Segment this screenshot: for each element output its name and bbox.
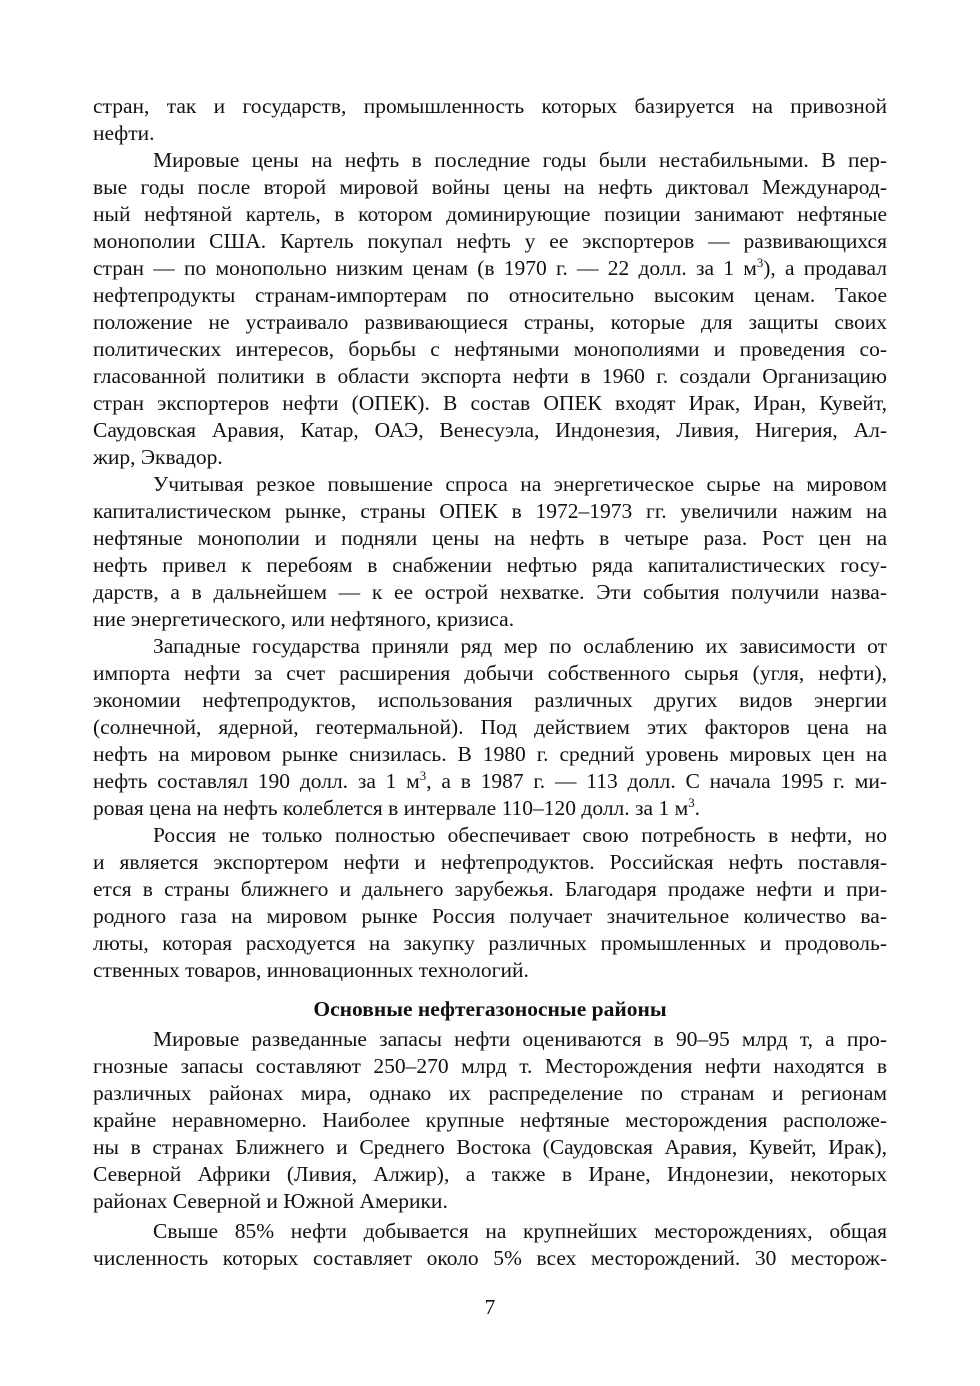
superscript: 3: [756, 255, 764, 270]
paragraph-line: ны в странах Ближнего и Среднего Востока (Саудовская Аравия, Кувейт, Ирак),: [93, 1135, 887, 1159]
paragraph-line: нефть на мировом рынке снизилась. В 1980 г. средний уровень мировых цен на: [93, 742, 887, 766]
paragraph-line: родного газа на мировом рынке Россия получает значительное количество ва-: [93, 904, 887, 928]
text-run: нефть составлял 190 долл. за 1 м: [93, 769, 420, 793]
paragraph-line: нефтяные монополии и подняли цены на нефть в четыре раза. Рост цен на: [93, 526, 887, 550]
paragraph-line: Учитывая резкое повышение спроса на энергетическое сырье на мировом: [153, 472, 887, 496]
paragraph-line: экономии нефтепродуктов, использования различных других видов энергии: [93, 688, 887, 712]
paragraph-line: районах Северной и Южной Америки.: [93, 1189, 448, 1213]
text-column: [93, 93, 887, 1272]
paragraph-line: Свыше 85% нефти добывается на крупнейших месторождениях, общая: [153, 1219, 887, 1243]
text-run: , а в 1987 г. — 113 долл. С начала 1995 г. ми-: [426, 769, 887, 793]
paragraph-line: Мировые цены на нефть в последние годы были нестабильными. В пер-: [153, 148, 887, 172]
superscript: 3: [688, 795, 695, 810]
paragraph-line: [93, 255, 887, 282]
paragraph-line: Саудовская Аравия, Катар, ОАЭ, Венесуэла, Индонезия, Ливия, Нигерия, Ал-: [93, 418, 887, 442]
paragraph-line: монополии США. Картель покупал нефть у ее экспортеров — развивающихся: [93, 229, 887, 253]
paragraph-line: (солнечной, ядерной, геотермальной). Под действием этих факторов цена на: [93, 715, 887, 739]
paragraph-line: ный нефтяной картель, в котором доминирующие позиции занимают нефтяные: [93, 202, 887, 226]
text-run: .: [694, 796, 701, 820]
paragraph-line: стран экспортеров нефти (ОПЕК). В состав ОПЕК входят Ирак, Иран, Кувейт,: [93, 391, 887, 415]
paragraph-line: ется в страны ближнего и дальнего зарубежья. Благодаря продаже нефти и при-: [93, 877, 887, 901]
paragraph-line: политических интересов, борьбы с нефтяными монополиями и проведения со-: [93, 337, 887, 361]
superscript: 3: [419, 768, 427, 783]
paragraph-line: Северной Африки (Ливия, Алжир), а также в Иране, Индонезии, некоторых: [93, 1162, 887, 1186]
paragraph-line: жир, Эквадор.: [93, 445, 223, 469]
section-heading: Основные нефтегазоносные районы: [313, 997, 667, 1021]
paragraph-line: гнозные запасы составляют 250–270 млрд т. Месторождения нефти находятся в: [93, 1054, 887, 1078]
paragraph-line: нефти.: [93, 121, 155, 145]
paragraph-line: численность которых составляет около 5% всех месторождений. 30 месторож-: [93, 1246, 887, 1270]
paragraph-line: люты, которая расходуется на закупку различных промышленных и продоволь-: [93, 931, 887, 955]
paragraph-line: ственных товаров, инновационных технологий.: [93, 958, 529, 982]
text-run: ровая цена на нефть колеблется в интервале 110–120 долл. за 1 м: [93, 796, 689, 820]
paragraph-line: гласованной политики в области экспорта нефти в 1960 г. создали Организацию: [93, 364, 887, 388]
paragraph-line: нефть привел к перебоям в снабжении нефтью ряда капиталистических госу-: [93, 553, 887, 577]
paragraph-line: [93, 768, 887, 795]
paragraph-line: дарств, а в дальнейшем — к ее острой нехватке. Эти события получили назва-: [93, 580, 887, 604]
paragraph-line: Россия не только полностью обеспечивает свою потребность в нефти, но: [153, 823, 887, 847]
paragraph-line: и является экспортером нефти и нефтепродуктов. Российская нефть поставля-: [93, 850, 887, 874]
paragraph-line: капиталистическом рынке, страны ОПЕК в 1972–1973 гг. увеличили нажим на: [93, 499, 887, 523]
paragraph-line: Мировые разведанные запасы нефти оцениваются в 90–95 млрд т, а про-: [153, 1027, 887, 1051]
paragraph-line: импорта нефти за счет расширения добычи собственного сырья (угля, нефти),: [93, 661, 887, 685]
paragraph-line: Западные государства приняли ряд мер по ослаблению их зависимости от: [153, 634, 887, 658]
paragraph-line: ние энергетического, или нефтяного, кризиса.: [93, 607, 515, 631]
paragraph-line: стран, так и государств, промышленность которых базируется на привозной: [93, 94, 887, 118]
paragraph-line: крайне неравномерно. Наиболее крупные нефтяные месторождения расположе-: [93, 1108, 887, 1132]
text-run: ), а продавал: [763, 256, 887, 280]
paragraph-line: различных районах мира, однако их распределение по странам и регионам: [93, 1081, 887, 1105]
text-run: стран — по монопольно низким ценам (в 1970 г. — 22 долл. за 1 м: [93, 256, 757, 280]
paragraph-line: вые годы после второй мировой войны цены на нефть диктовал Международ-: [93, 175, 887, 199]
paragraph-line: положение не устраивало развивающиеся страны, которые для защиты своих: [93, 310, 887, 334]
paragraph-line: [93, 795, 887, 822]
page-number: 7: [484, 1295, 496, 1319]
paragraph-line: нефтепродукты странам-импортерам по относительно высоким ценам. Такое: [93, 283, 887, 307]
